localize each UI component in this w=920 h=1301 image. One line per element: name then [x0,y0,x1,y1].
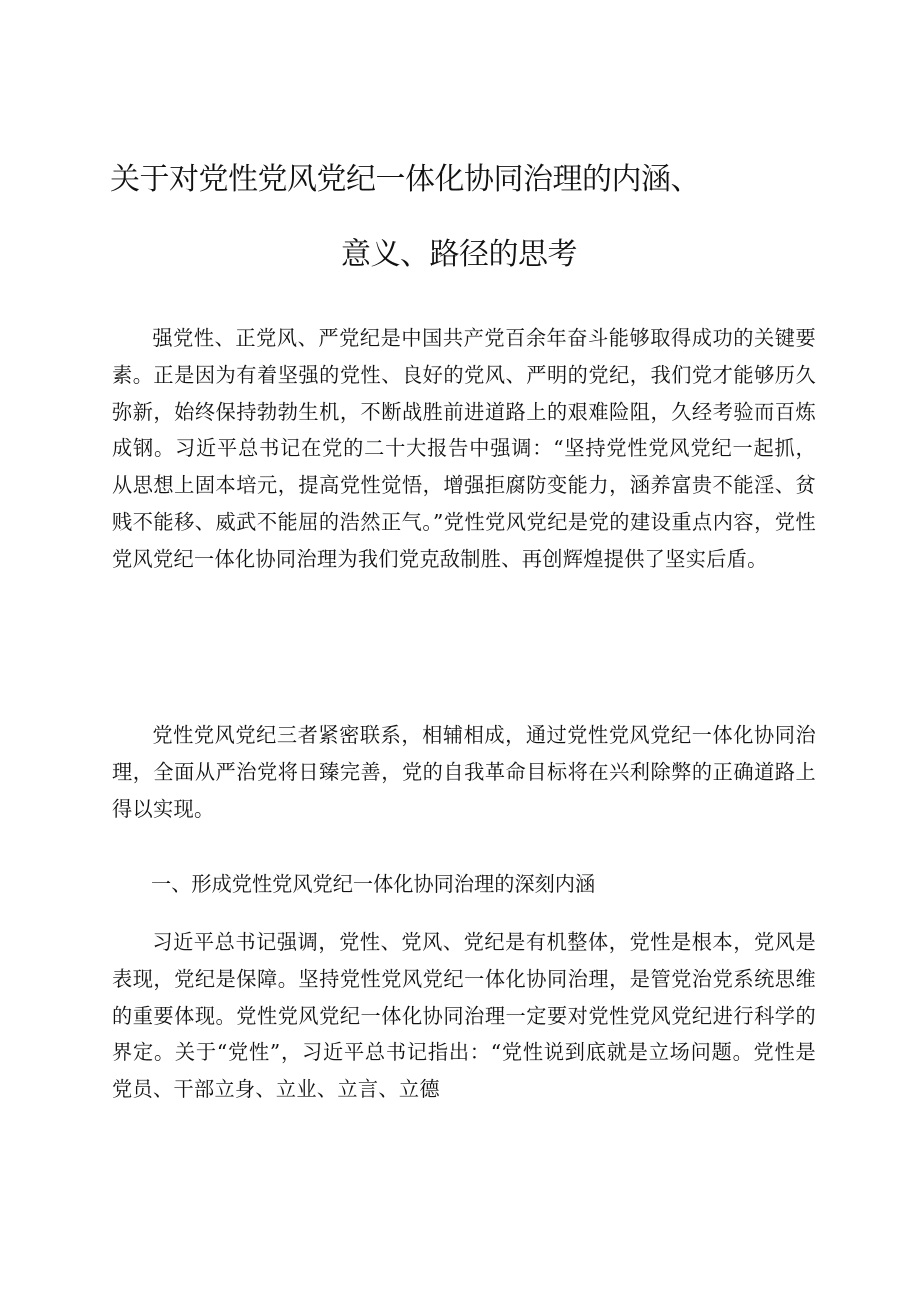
document-title-line-1: 关于对党性党风党纪一体化协同治理的内涵、 [110,162,700,197]
section-1-paragraph: 习近平总书记强调，党性、党风、党纪是有机整体，党性是根本，党风是表现，党纪是保障。坚持党性党风党纪一体化协同治理，是管党治党系统思维的重要体现。党性党风党纪一体化协同治理一定要对党性党风党纪进行科学的界定。关于“党性”，习近平总书记指出：“党性说到底就是立场问题。党性是党员、干部立身、立业、立言、立德 [112,930,816,1102]
intro-paragraph-1: 强党性、正党风、严党纪是中国共产党百余年奋斗能够取得成功的关键要素。正是因为有着坚强的党性、良好的党风、严明的党纪，我们党才能够历久弥新，始终保持勃勃生机，不断战胜前进道路上的艰难险阻，久经考验而百炼成钢。习近平总书记在党的二十大报告中强调：“坚持党性党风党纪一起抓，从思想上固本培元，提高党性觉悟，增强拒腐防变能力，涵养富贵不能淫、贫贱不能移、威武不能屈的浩然正气。”党性党风党纪是党的建设重点内容，党性党风党纪一体化协同治理为我们党克敌制胜、再创辉煌提供了坚实后盾。 [112,326,816,571]
document-title-line-2: 意义、路径的思考 [341,237,577,272]
intro-paragraph-2: 党性党风党纪三者紧密联系，相辅相成，通过党性党风党纪一体化协同治理，全面从严治党将日臻完善，党的自我革命目标将在兴利除弊的正确道路上得以实现。 [112,723,816,821]
section-heading-1: 一、形成党性党风党纪一体化协同治理的深刻内涵 [151,872,596,896]
